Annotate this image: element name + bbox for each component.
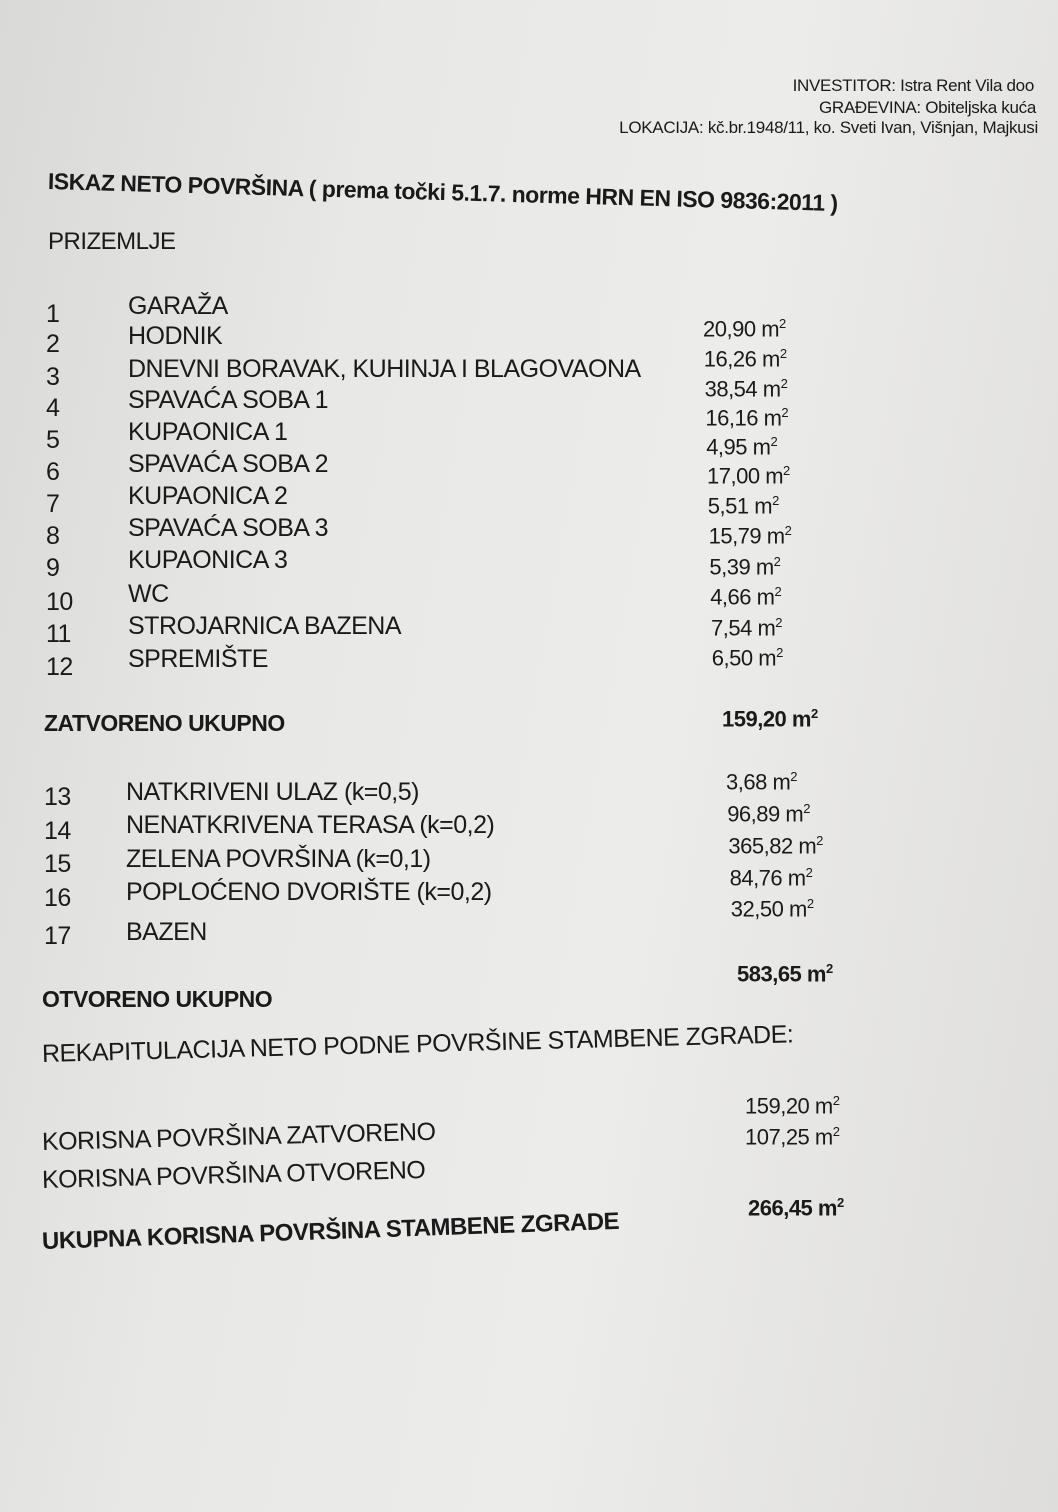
room-area bbox=[708, 493, 779, 519]
unit-sup: 2 bbox=[774, 584, 782, 599]
room-area bbox=[711, 615, 782, 641]
room-name: KUPAONICA 3 bbox=[128, 546, 288, 574]
location-line: LOKACIJA: kč.br.1948/11, ko. Sveti Ivan, Višnjan, Majkusi bbox=[619, 118, 1038, 137]
room-name: POPLOĆENO DVORIŠTE (k=0,2) bbox=[126, 878, 492, 906]
area-value: 20,90 bbox=[703, 316, 756, 342]
building-line: GRAĐEVINA: Obiteljska kuća bbox=[818, 98, 1036, 117]
unit-sup: 2 bbox=[806, 896, 814, 911]
room-number: 7 bbox=[46, 490, 60, 518]
area-value: 16,16 bbox=[705, 405, 758, 431]
recap-open-area bbox=[745, 1124, 839, 1150]
room-area bbox=[710, 584, 781, 610]
room-number: 12 bbox=[46, 653, 73, 681]
room-number: 6 bbox=[46, 458, 60, 486]
unit-sup: 2 bbox=[776, 645, 783, 660]
area-value: 3,68 bbox=[726, 769, 767, 795]
unit: m bbox=[787, 865, 806, 891]
area-value: 6,50 bbox=[711, 645, 753, 671]
room-area bbox=[703, 316, 786, 342]
unit-sup: 2 bbox=[832, 1093, 840, 1108]
unit: m bbox=[755, 554, 774, 580]
room-area bbox=[709, 554, 780, 580]
room-name: HODNIK bbox=[128, 322, 223, 350]
room-name: KUPAONICA 2 bbox=[128, 482, 288, 510]
closed-total-label: ZATVORENO UKUPNO bbox=[44, 710, 285, 736]
area-value: 7,54 bbox=[711, 615, 752, 641]
area-value: 266,45 bbox=[748, 1195, 813, 1221]
unit: m bbox=[814, 1093, 833, 1119]
room-area bbox=[705, 405, 788, 431]
room-name: SPAVAĆA SOBA 2 bbox=[128, 450, 329, 478]
unit: m bbox=[761, 346, 780, 372]
room-name: BAZEN bbox=[126, 918, 207, 946]
unit-sup: 2 bbox=[832, 1124, 840, 1139]
unit-sup: 2 bbox=[772, 493, 779, 508]
floor-heading: PRIZEMLJE bbox=[48, 228, 176, 255]
unit-sup: 2 bbox=[784, 523, 792, 538]
unit-sup: 2 bbox=[773, 554, 781, 569]
room-area bbox=[705, 376, 788, 402]
room-name: NENATKRIVENA TERASA (k=0,2) bbox=[126, 811, 495, 839]
area-value: 15,79 bbox=[708, 523, 762, 549]
room-area bbox=[727, 801, 810, 827]
recap-open-label: KORISNA POVRŠINA OTVORENO bbox=[41, 1155, 426, 1194]
area-value: 96,89 bbox=[727, 801, 780, 827]
unit: m bbox=[788, 896, 807, 922]
room-area bbox=[709, 523, 792, 549]
unit: m bbox=[757, 615, 776, 641]
unit-sup: 2 bbox=[779, 316, 786, 331]
unit-sup: 2 bbox=[803, 801, 810, 816]
unit-sup: 2 bbox=[816, 833, 823, 848]
unit-sup: 2 bbox=[783, 463, 790, 478]
investor-line: INVESTITOR: Istra Rent Vila doo bbox=[792, 76, 1034, 95]
room-name: DNEVNI BORAVAK, KUHINJA I BLAGOVAONA bbox=[128, 355, 641, 383]
room-area bbox=[728, 833, 822, 859]
room-name: NATKRIVENI ULAZ (k=0,5) bbox=[126, 778, 419, 806]
unit-sup: 2 bbox=[790, 769, 798, 784]
unit-sup: 2 bbox=[781, 405, 789, 420]
open-total-label: OTVORENO UKUPNO bbox=[42, 986, 273, 1012]
area-value: 5,51 bbox=[707, 493, 749, 519]
area-value: 159,20 bbox=[722, 706, 787, 732]
unit: m bbox=[763, 405, 782, 431]
room-number: 17 bbox=[44, 922, 71, 950]
room-number: 3 bbox=[46, 363, 60, 391]
room-area bbox=[731, 896, 814, 922]
room-number: 4 bbox=[46, 394, 60, 422]
unit-sup: 2 bbox=[810, 706, 818, 721]
room-area bbox=[707, 463, 790, 489]
unit: m bbox=[758, 645, 777, 671]
unit: m bbox=[785, 801, 804, 827]
room-number: 10 bbox=[46, 588, 73, 616]
area-value: 107,25 bbox=[745, 1124, 810, 1150]
recap-closed-area bbox=[745, 1093, 839, 1119]
open-total-area bbox=[737, 961, 833, 987]
unit: m bbox=[754, 493, 773, 519]
room-number: 2 bbox=[46, 330, 60, 358]
recap-total-area bbox=[748, 1195, 844, 1221]
unit-sup: 2 bbox=[836, 1195, 844, 1210]
room-area bbox=[712, 645, 783, 671]
room-number: 16 bbox=[44, 884, 71, 912]
room-number: 15 bbox=[44, 850, 71, 878]
room-number: 13 bbox=[44, 783, 71, 811]
room-area bbox=[730, 865, 813, 891]
closed-total-area bbox=[722, 706, 818, 732]
unit: m bbox=[762, 376, 781, 402]
room-number: 14 bbox=[44, 817, 71, 845]
area-value: 17,00 bbox=[707, 463, 760, 489]
area-value: 16,26 bbox=[703, 346, 757, 372]
area-value: 365,82 bbox=[728, 833, 793, 859]
unit-sup: 2 bbox=[770, 434, 778, 449]
room-area bbox=[706, 434, 777, 460]
unit: m bbox=[766, 523, 785, 549]
unit-sup: 2 bbox=[780, 376, 788, 391]
area-value: 159,20 bbox=[745, 1093, 810, 1119]
unit-sup: 2 bbox=[805, 865, 813, 880]
unit-sup: 2 bbox=[825, 961, 833, 976]
room-area bbox=[704, 346, 787, 372]
room-name: SPAVAĆA SOBA 3 bbox=[128, 514, 329, 542]
unit: m bbox=[761, 316, 780, 342]
room-name: WC bbox=[128, 580, 169, 608]
room-number: 11 bbox=[46, 620, 71, 648]
unit: m bbox=[817, 1195, 837, 1221]
room-number: 5 bbox=[46, 426, 60, 454]
unit: m bbox=[765, 463, 784, 489]
unit: m bbox=[814, 1124, 833, 1150]
unit: m bbox=[806, 961, 826, 987]
room-name: SPREMIŠTE bbox=[128, 645, 268, 673]
room-name: ZELENA POVRŠINA (k=0,1) bbox=[126, 845, 431, 873]
area-value: 32,50 bbox=[730, 896, 784, 922]
unit: m bbox=[798, 833, 817, 859]
unit: m bbox=[772, 769, 791, 795]
document-title: ISKAZ NETO POVRŠINA ( prema točki 5.1.7. norme HRN EN ISO 9836:2011 ) bbox=[47, 168, 839, 217]
unit: m bbox=[756, 584, 775, 610]
unit: m bbox=[752, 434, 771, 460]
area-value: 4,66 bbox=[710, 584, 752, 610]
area-value: 84,76 bbox=[729, 865, 783, 891]
unit-sup: 2 bbox=[779, 346, 787, 361]
area-value: 5,39 bbox=[709, 554, 751, 580]
room-name: GARAŽA bbox=[128, 292, 228, 320]
room-area bbox=[726, 769, 797, 795]
recap-total-label: UKUPNA KORISNA POVRŠINA STAMBENE ZGRADE bbox=[41, 1207, 620, 1255]
recap-closed-label: KORISNA POVRŠINA ZATVORENO bbox=[41, 1117, 436, 1156]
room-number: 1 bbox=[46, 300, 60, 328]
room-name: STROJARNICA BAZENA bbox=[128, 612, 401, 640]
recap-title: REKAPITULACIJA NETO PODNE POVRŠINE STAMBENE ZGRADE: bbox=[41, 1020, 794, 1068]
unit-sup: 2 bbox=[775, 615, 783, 630]
room-number: 8 bbox=[46, 522, 60, 550]
area-value: 38,54 bbox=[704, 376, 758, 402]
unit: m bbox=[791, 706, 811, 732]
room-name: KUPAONICA 1 bbox=[128, 418, 288, 446]
area-value: 583,65 bbox=[737, 961, 802, 987]
room-name: SPAVAĆA SOBA 1 bbox=[128, 386, 329, 414]
area-value: 4,95 bbox=[706, 434, 748, 460]
room-number: 9 bbox=[46, 554, 60, 582]
